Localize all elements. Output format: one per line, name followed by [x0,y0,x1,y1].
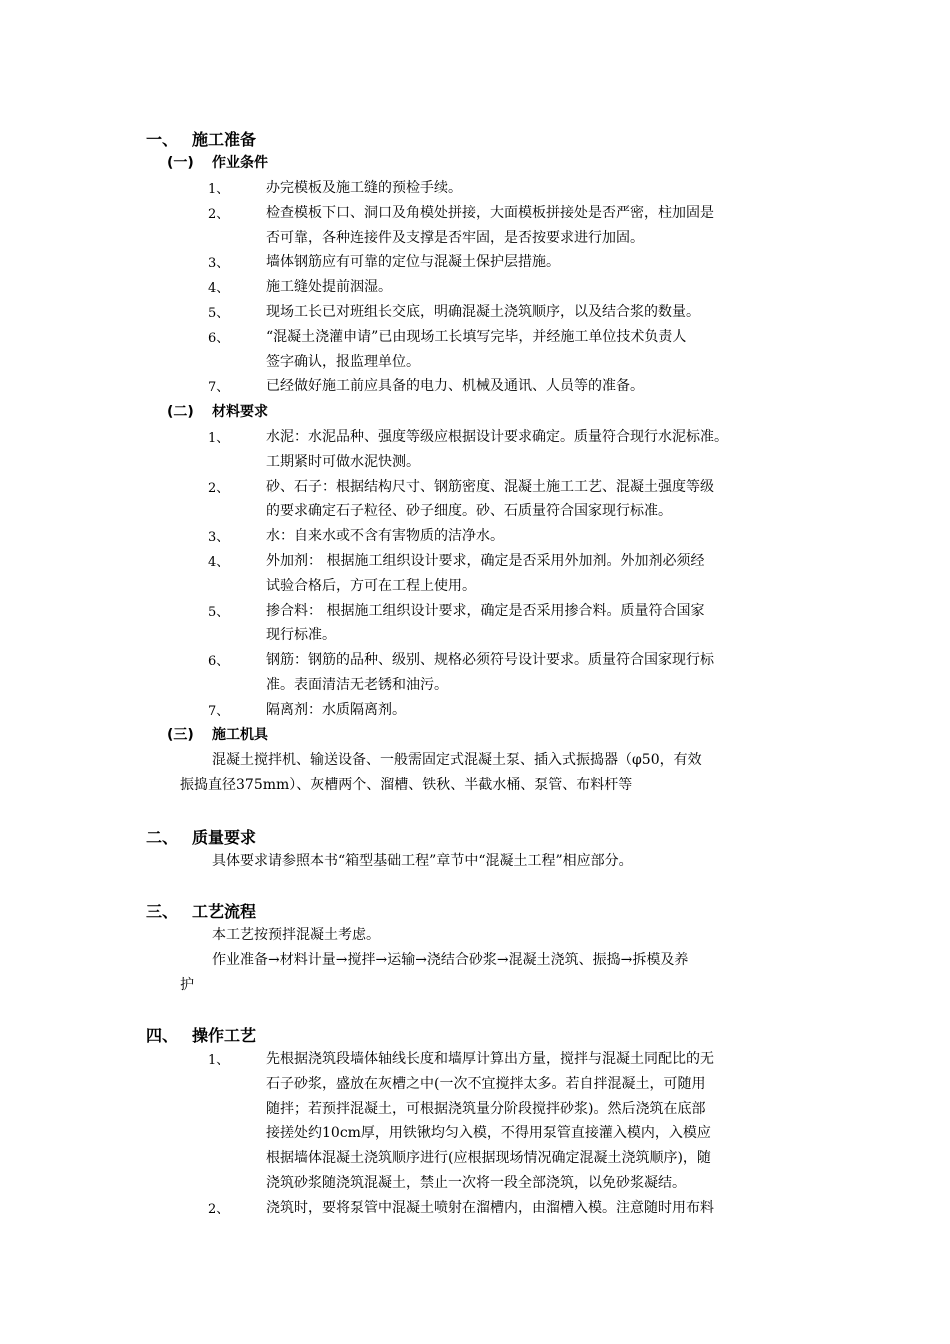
subsection-number: (一) [167,155,194,171]
list-item-text: 掺合料： 根据施工组织设计要求，确定是否采用掺合料。质量符合国家 [266,602,705,619]
list-item-text: 浇筑时，要将泵管中混凝土喷射在溜槽内，由溜槽入模。注意随时用布料 [266,1199,714,1216]
list-item-text: 签字确认，报监理单位。 [266,353,420,370]
list-item-text: 接搓处约10cm厚，用铁锹均匀入模，不得用泵管直接灌入模内，入模应 [266,1125,711,1142]
list-item-text: 随拌；若预拌混凝土，可根据浇筑量分阶段搅拌砂浆)。然后浇筑在底部 [266,1100,706,1117]
list-item-text: 现行标准。 [266,627,336,644]
section-number: 四、 [146,1026,179,1045]
list-item-number: 4、 [208,281,230,297]
list-item-text: 已经做好施工前应具备的电力、机械及通讯、人员等的准备。 [266,378,644,395]
section-title: 工艺流程 [192,902,257,921]
list-item-text: 否可靠，各种连接件及支撑是否牢固，是否按要求进行加固。 [266,229,644,246]
paragraph-line: 混凝土搅拌机、输送设备、一般需固定式混凝土泵、插入式振捣器（φ50，有效 [212,752,702,768]
section-title: 质量要求 [192,828,257,847]
list-item-number: 5、 [208,306,230,321]
list-item-number: 2、 [208,206,230,222]
list-item-number: 1、 [208,182,230,197]
list-item-number: 4、 [208,555,230,570]
list-item-number: 7、 [208,380,230,396]
section-title: 施工准备 [192,130,257,149]
section-number: 二、 [146,828,179,847]
list-item-number: 3、 [208,530,230,546]
paragraph-line: 振捣直径375mm）、灰槽两个、溜槽、铁秋、半截水桶、泵管、布料杆等 [180,776,633,793]
list-item-text: 工期紧时可做水泥快测。 [266,453,420,470]
subsection-title: 作业条件 [212,155,268,171]
list-item-text: 的要求确定石子粒径、砂子细度。砂、石质量符合国家现行标准。 [266,503,672,520]
subsection-number: (二) [167,404,194,420]
section-number: 三、 [146,902,179,921]
list-item-text: 先根据浇筑段墙体轴线长度和墙厚计算出方量，搅拌与混凝土同配比的无 [266,1051,714,1067]
paragraph-line: 护 [180,976,194,993]
paragraph-line: 具体要求请参照本书“箱型基础工程”章节中“混凝土工程”相应部分。 [212,853,633,869]
list-item-number: 3、 [208,256,230,272]
list-item-text: 水泥：水泥品种、强度等级应根据设计要求确定。质量符合现行水泥标准。 [266,429,728,445]
list-item-number: 7、 [208,703,230,719]
list-item-text: 根据墙体混凝土浇筑顺序进行(应根据现场情况确定混凝土浇筑顺序)，随 [266,1150,711,1167]
list-item-number: 1、 [208,431,230,446]
subsection-number: (三) [167,727,194,743]
paragraph-line: 本工艺按预拌混凝土考虑。 [212,927,380,943]
list-item-text: 试验合格后，方可在工程上使用。 [266,577,476,594]
list-item-text: 浇筑砂浆随浇筑混凝土，禁止一次将一段全部浇筑，以免砂浆凝结。 [266,1175,686,1191]
list-item-text: “混凝土浇灌申请”已由现场工长填写完毕，并经施工单位技术负责人 [266,328,687,345]
list-item-text: 钢筋：钢筋的品种、级别、规格必须符号设计要求。质量符合国家现行标 [266,652,714,669]
list-item-number: 1、 [208,1053,230,1068]
list-item-text: 施工缝处提前洇湿。 [266,279,392,296]
list-item-number: 6、 [208,654,230,670]
list-item-text: 隔离剂：水质隔离剂。 [266,701,406,718]
list-item-number: 6、 [208,330,230,346]
paragraph-line: 作业准备→材料计量→搅拌→运输→浇结合砂浆→混凝土浇筑、振捣→拆模及养 [212,951,689,968]
list-item-text: 检查模板下口、洞口及角模处拼接，大面模板拼接处是否严密，柱加固是 [266,204,714,221]
list-item-number: 2、 [208,480,230,496]
subsection-title: 材料要求 [212,404,268,420]
list-item-number: 5、 [208,604,230,620]
list-item-number: 2、 [208,1201,230,1217]
list-item-text: 砂、石子：根据结构尺寸、钢筋密度、混凝土施工工艺、混凝土强度等级 [266,478,714,495]
list-item-text: 准。表面清洁无老锈和油污。 [266,677,448,693]
list-item-text: 办完模板及施工缝的预检手续。 [266,180,462,196]
section-title: 操作工艺 [192,1026,257,1045]
list-item-text: 墙体钢筋应有可靠的定位与混凝土保护层措施。 [266,254,560,271]
subsection-title: 施工机具 [212,727,268,743]
section-number: 一、 [146,130,179,149]
list-item-text: 石子砂浆，盛放在灰槽之中(一次不宜搅拌太多。若自拌混凝土，可随用 [266,1075,706,1092]
list-item-text: 现场工长已对班组长交底，明确混凝土浇筑顺序，以及结合浆的数量。 [266,304,700,320]
list-item-text: 外加剂： 根据施工组织设计要求，确定是否采用外加剂。外加剂必须经 [266,553,705,569]
list-item-text: 水：自来水或不含有害物质的洁净水。 [266,528,504,545]
